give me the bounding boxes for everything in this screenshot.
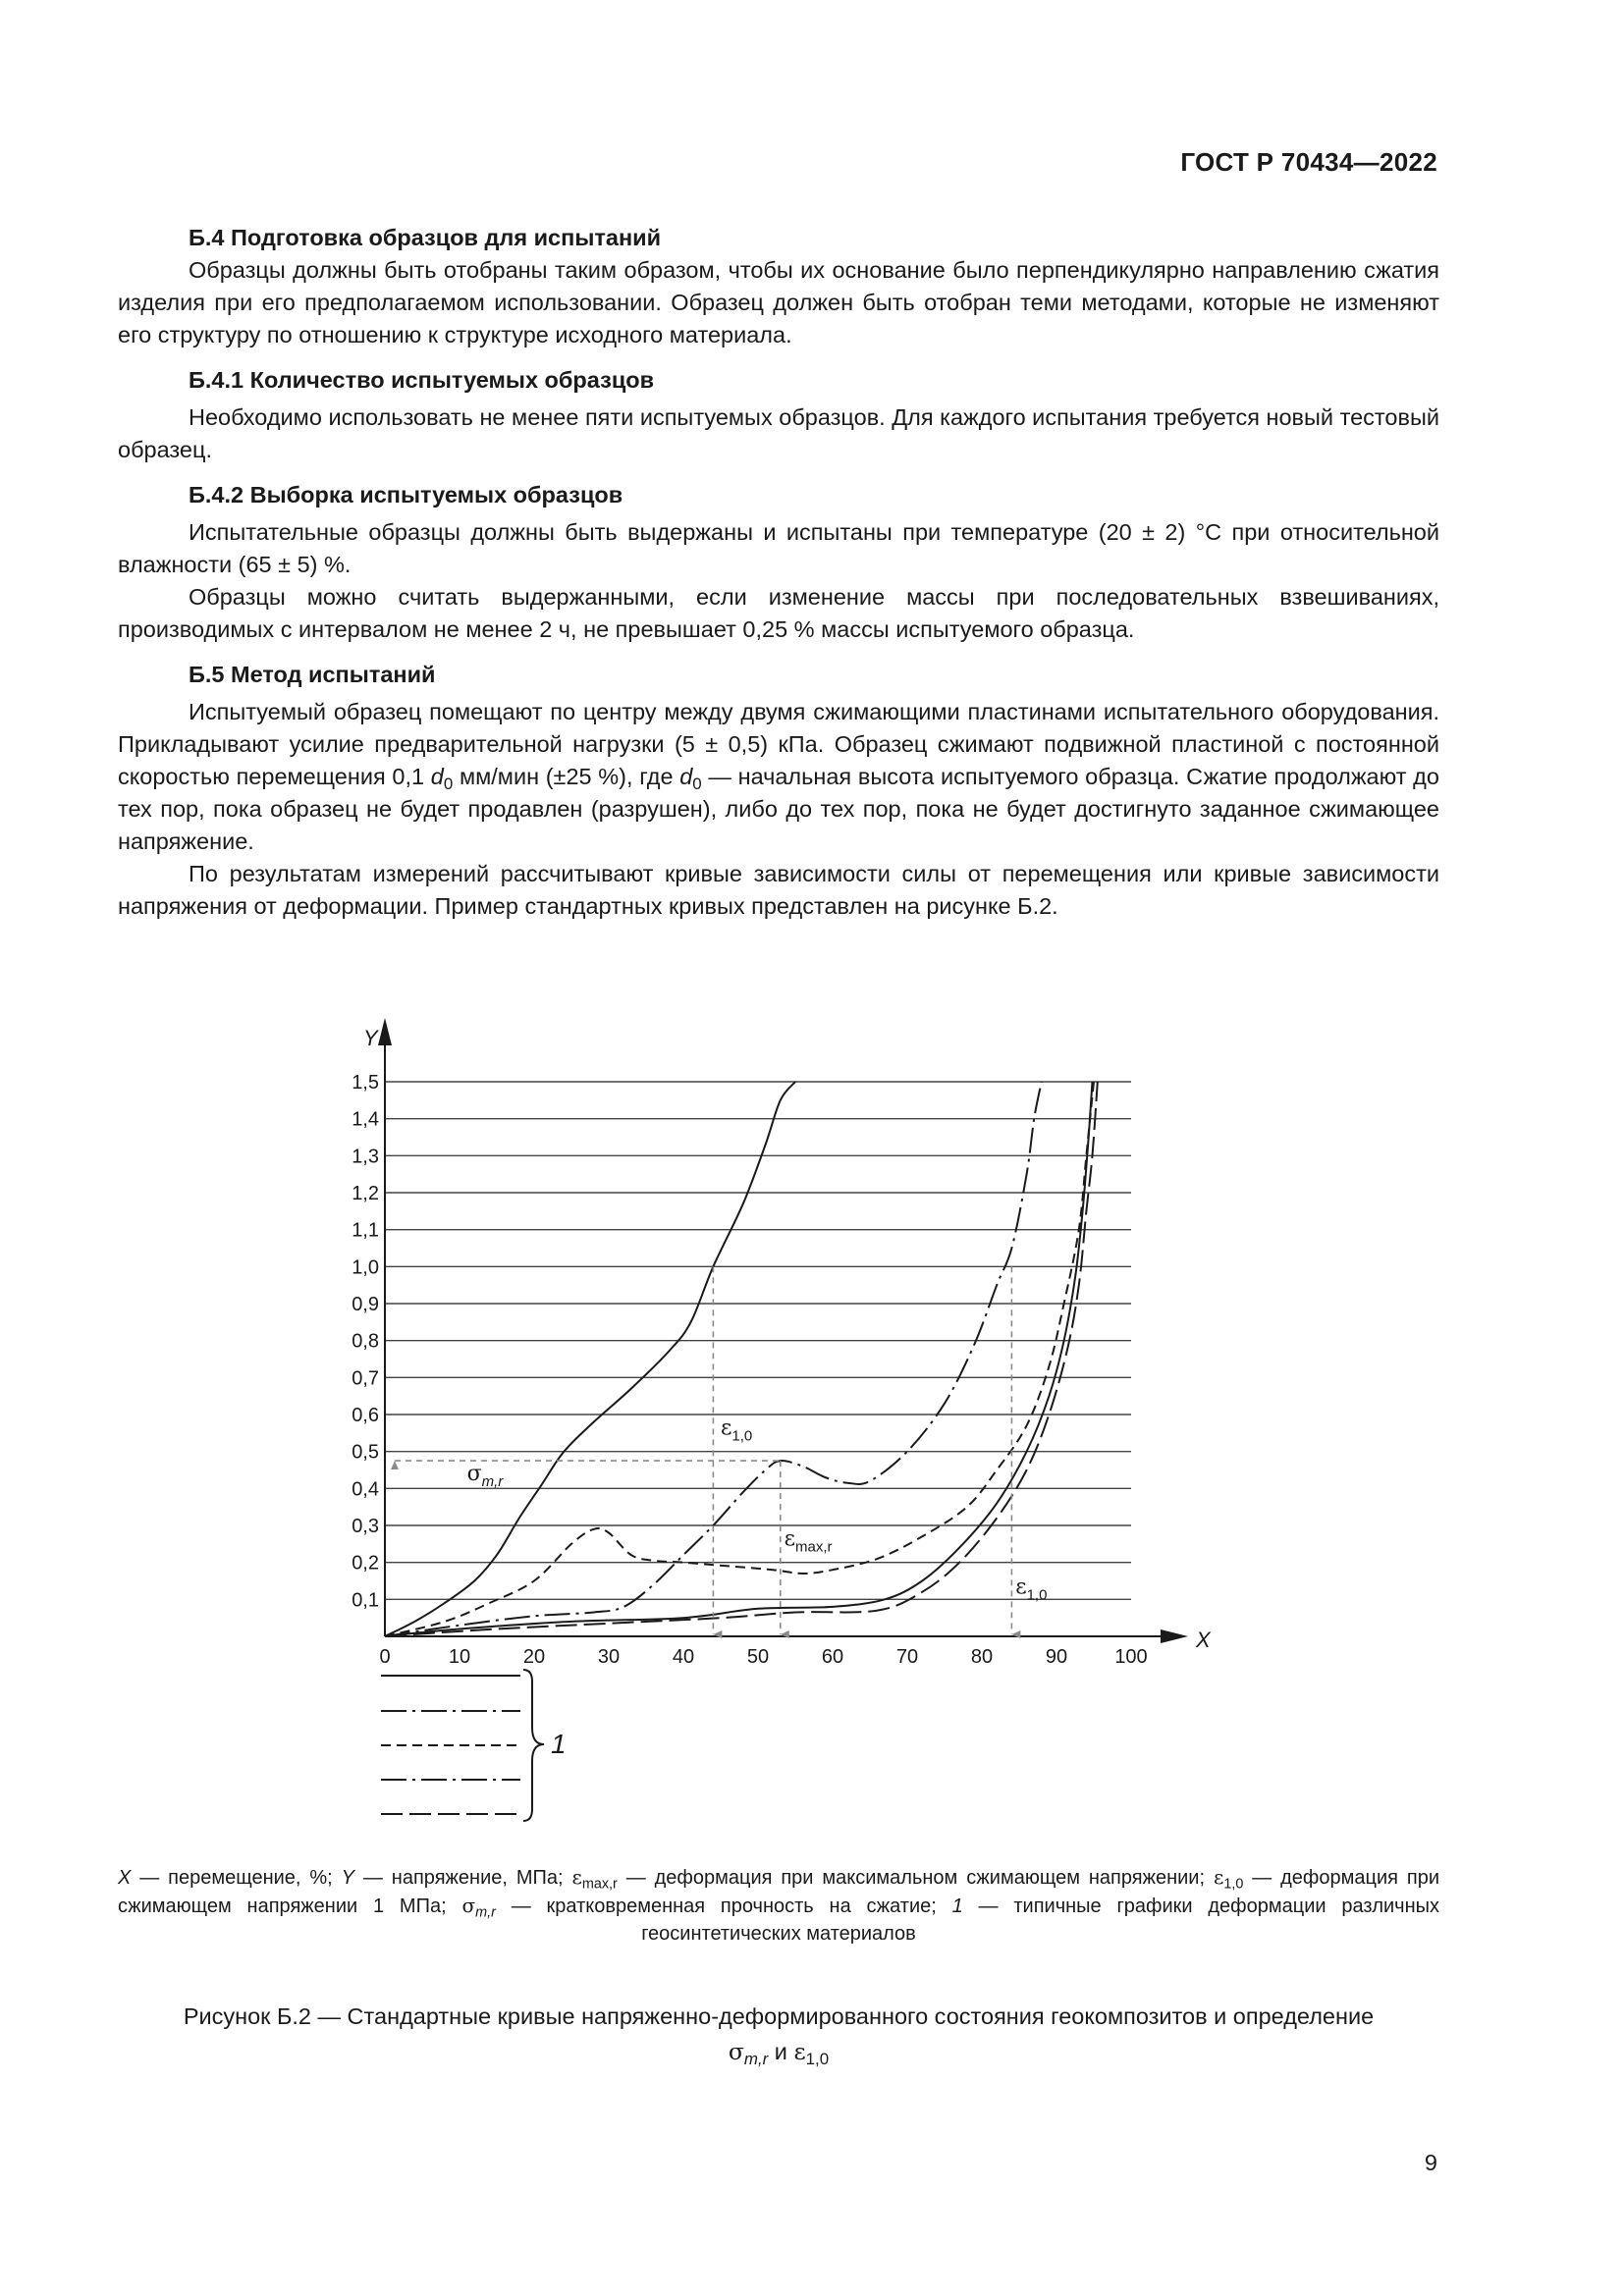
y-tick-label: 0,4 — [352, 1478, 379, 1501]
x-axis-label: X — [1196, 1628, 1211, 1652]
y-tick-label: 0,2 — [352, 1552, 379, 1575]
y-tick-label: 0,9 — [352, 1294, 379, 1315]
section-b41-text: Необходимо использовать не менее пяти испытуемых образцов. Для каждого испытания требуется новый тестовый образец. — [118, 404, 1439, 462]
section-b41-title: Б.4.1 Количество испытуемых образцов — [189, 367, 655, 393]
section-b4-text: Образцы должны быть отобраны таким образом, чтобы их основание было перпендикулярно направлению сжатия изделия при его предполагаемом использовании. Образец должен быть отобран теми методами, которые не изменяют его структуру по отношению к структуре исходного материала. — [118, 257, 1439, 347]
section-b42-text-2: Образцы можно считать выдержанными, если изменение массы при последовательных взвешиваниях, производимых с интервалом не менее 2 ч, не превышает 0,25 % массы испытуемого образца. — [118, 584, 1439, 642]
x-tick-label: 0 — [379, 1646, 391, 1668]
x-tick-label: 100 — [1114, 1646, 1148, 1668]
x-tick-label: 90 — [1045, 1646, 1068, 1668]
y-tick-label: 0,8 — [352, 1330, 379, 1353]
section-b42-text-1: Испытательные образцы должны быть выдержаны и испытаны при температуре (20 ± 2) °С при относительной влажности (65 ± 5) %. — [118, 519, 1439, 577]
x-tick-label: 60 — [821, 1646, 844, 1668]
x-tick-label: 40 — [672, 1646, 695, 1668]
section-b4-title: Б.4 Подготовка образцов для испытаний — [189, 225, 662, 250]
y-tick-label: 1,3 — [352, 1146, 379, 1168]
stress-strain-figure — [334, 1006, 1276, 1841]
series-line-5 — [385, 1082, 1098, 1636]
x-tick-label: 30 — [597, 1646, 621, 1668]
y-tick-label: 0,3 — [352, 1516, 379, 1537]
section-b5-title: Б.5 Метод испытаний — [189, 662, 436, 687]
y-tick-label: 1,4 — [352, 1108, 379, 1131]
y-tick-label: 0,6 — [352, 1405, 379, 1426]
document-code: ГОСТ Р 70434—2022 — [1180, 147, 1437, 177]
y-tick-label: 1,5 — [352, 1072, 379, 1094]
x-tick-label: 10 — [448, 1646, 471, 1668]
series-line-3 — [385, 1082, 1094, 1636]
x-tick-label: 70 — [895, 1646, 919, 1668]
y-tick-label: 1,2 — [352, 1183, 379, 1204]
eps-10-label-2: $\varepsilon_{1,0}$ — [1015, 1575, 1048, 1604]
eps-10-label-1: $\varepsilon_{1,0}$ — [721, 1415, 753, 1445]
stress-strain-chart — [334, 1006, 1276, 1841]
main-text — [118, 222, 1439, 923]
y-tick-label: 0,5 — [352, 1441, 379, 1464]
series-line-1 — [385, 1082, 795, 1636]
figure-caption: Рисунок Б.2 — Стандартные кривые напряженно-деформированного состояния геокомпозитов и определение $\sigma_{m,r}$ и $\varepsilon_{1,0}$ — [183, 2003, 1375, 2069]
y-tick-label: 1,1 — [352, 1219, 379, 1242]
section-b42-title: Б.4.2 Выборка испытуемых образцов — [189, 482, 623, 507]
x-tick-label: 50 — [746, 1646, 770, 1668]
x-axis-arrow — [1161, 1629, 1188, 1643]
sigma-label: $\sigma_{m,r}$ — [466, 1462, 504, 1491]
y-tick-label: 1,0 — [352, 1256, 379, 1279]
section-b5-text-1: Испытуемый образец помещают по центру между двумя сжимающими пластинами испытательного оборудования. Прикладывают усилие предварительной нагрузки (5 ± 0,5) кПа. Образец сжимают подвижной пластиной с постоянной скоростью перемещения 0,1 $d_0$ мм/мин (±25 %), где $d_0$ — начальная высота испытуемого образца. Сжатие продолжают до тех пор, пока образец не будет продавлен (разрушен), либо до тех пор, пока не будет достигнуто заданное сжимающее напряжение. — [118, 699, 1439, 854]
y-axis-arrow — [378, 1018, 392, 1045]
figure-legend-note: X — перемещение, %; Y — напряжение, МПа; $\varepsilon_{max,r}$ — деформация при максимальном сжимающем напряжении; $\varepsilon_{1,0}$ — деформация при сжимающем напряжении 1 МПа; $\sigma_{m,r}$ — кратковременная прочность на сжатие; 1 — типичные графики деформации различных геосинтетических материалов — [118, 1865, 1440, 1945]
y-tick-label: 0,1 — [352, 1589, 379, 1612]
x-tick-label: 20 — [522, 1646, 546, 1668]
series-line-4 — [385, 1082, 1093, 1636]
page-number: 9 — [1424, 2150, 1437, 2175]
legend-marker-label: 1 — [551, 1729, 567, 1759]
y-tick-label: 0,7 — [352, 1367, 379, 1390]
eps-max-label: $\varepsilon_{max,r}$ — [784, 1526, 833, 1556]
y-axis-label: Y — [363, 1026, 378, 1050]
section-b5-text-2: По результатам измерений рассчитывают кривые зависимости силы от перемещения или кривые зависимости напряжения от деформации. Пример стандартных кривых представлен на рисунке Б.2. — [118, 861, 1439, 919]
legend-brace — [523, 1670, 544, 1821]
x-tick-label: 80 — [970, 1646, 994, 1668]
